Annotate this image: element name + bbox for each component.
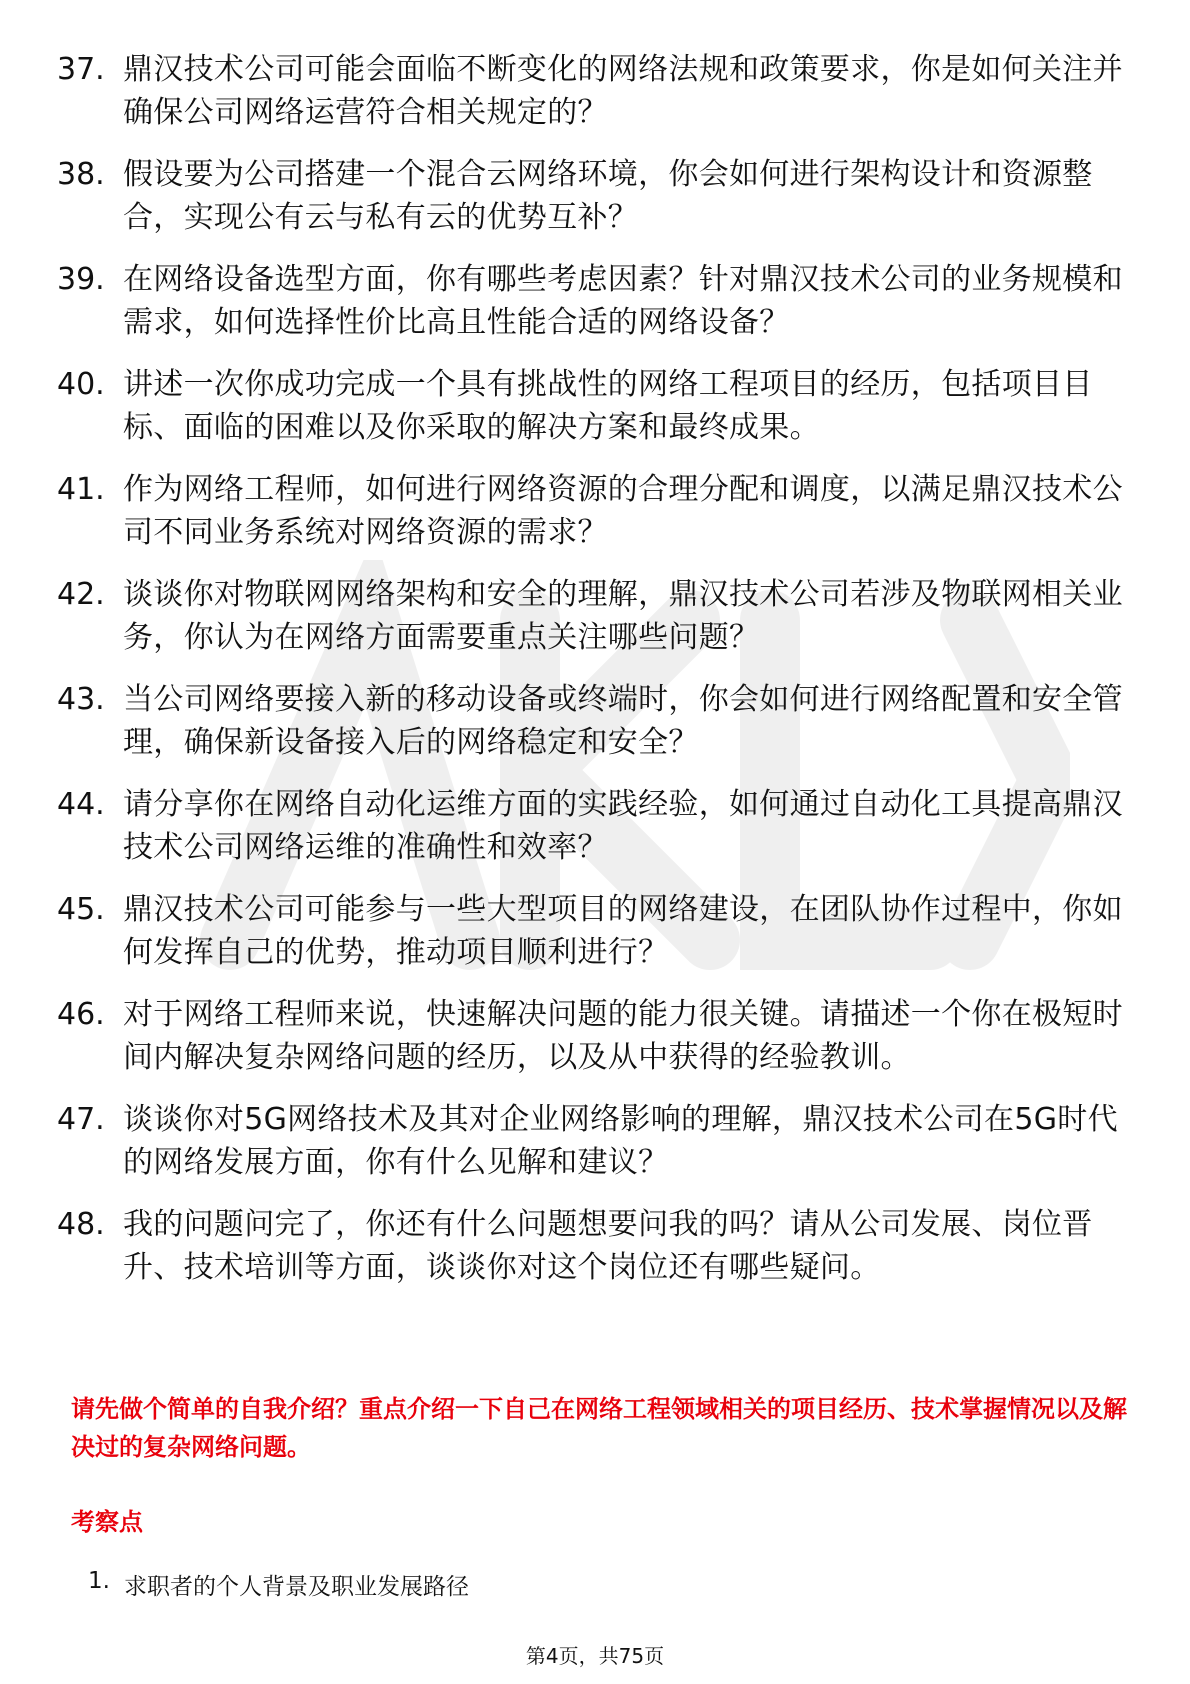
question-number: 45. (57, 892, 105, 927)
highlight-question: 请先做个简单的自我介绍？重点介绍一下自己在网络工程领域相关的项目经历、技术掌握情况以及解决过的复杂网络问题。 (71, 1395, 1127, 1461)
question-number: 38. (57, 157, 105, 192)
question-text: 讲述一次你成功完成一个具有挑战性的网络工程项目的经历，包括项目目标、面临的困难以及你采取的解决方案和最终成果。 (123, 367, 1093, 445)
list-item (57, 48, 1137, 134)
list-item (57, 363, 1137, 449)
list-item (57, 678, 1137, 764)
question-number: 48. (57, 1207, 105, 1242)
list-item (57, 1203, 1137, 1289)
list-item (57, 258, 1137, 344)
question-text: 请分享你在网络自动化运维方面的实践经验，如何通过自动化工具提高鼎汉技术公司网络运维的准确性和效率？ (123, 787, 1123, 865)
question-number: 41. (57, 472, 105, 507)
question-number: 40. (57, 367, 105, 402)
list-item (57, 1098, 1137, 1184)
question-text: 谈谈你对物联网网络架构和安全的理解，鼎汉技术公司若涉及物联网相关业务，你认为在网络方面需要重点关注哪些问题？ (123, 577, 1123, 655)
question-number: 37. (57, 52, 105, 87)
list-item (57, 783, 1137, 869)
question-text: 鼎汉技术公司可能参与一些大型项目的网络建设，在团队协作过程中，你如何发挥自己的优势，推动项目顺利进行？ (123, 892, 1123, 970)
question-number: 39. (57, 262, 105, 297)
list-item (57, 153, 1137, 239)
question-number: 42. (57, 577, 105, 612)
question-number: 44. (57, 787, 105, 822)
question-text: 假设要为公司搭建一个混合云网络环境，你会如何进行架构设计和资源整合，实现公有云与私有云的优势互补？ (123, 157, 1093, 235)
question-text: 在网络设备选型方面，你有哪些考虑因素？针对鼎汉技术公司的业务规模和需求，如何选择性价比高且性能合适的网络设备？ (123, 262, 1123, 340)
point-text: 求职者的个人背景及职业发展路径 (124, 1574, 469, 1600)
list-item (57, 468, 1137, 554)
section-heading: 考察点 (71, 1508, 143, 1536)
question-text: 鼎汉技术公司可能会面临不断变化的网络法规和政策要求，你是如何关注并确保公司网络运营符合相关规定的？ (123, 52, 1123, 130)
question-text: 当公司网络要接入新的移动设备或终端时，你会如何进行网络配置和安全管理，确保新设备接入后的网络稳定和安全？ (123, 682, 1123, 760)
evaluation-point (88, 1568, 469, 1601)
question-number: 43. (57, 682, 105, 717)
question-number: 47. (57, 1102, 105, 1137)
question-text: 作为网络工程师，如何进行网络资源的合理分配和调度，以满足鼎汉技术公司不同业务系统对网络资源的需求？ (123, 472, 1123, 550)
list-item (57, 573, 1137, 659)
page-footer: 第4页，共75页 (525, 1644, 665, 1668)
question-text: 我的问题问完了，你还有什么问题想要问我的吗？请从公司发展、岗位晋升、技术培训等方面，谈谈你对这个岗位还有哪些疑问。 (123, 1207, 1093, 1285)
question-list (57, 48, 1137, 1308)
list-item (57, 888, 1137, 974)
point-number: 1. (88, 1568, 110, 1594)
question-text: 对于网络工程师来说，快速解决问题的能力很关键。请描述一个你在极短时间内解决复杂网络问题的经历，以及从中获得的经验教训。 (123, 997, 1123, 1075)
list-item (57, 993, 1137, 1079)
question-text: 谈谈你对5G网络技术及其对企业网络影响的理解，鼎汉技术公司在5G时代的网络发展方面，你有什么见解和建议？ (123, 1102, 1118, 1180)
question-number: 46. (57, 997, 105, 1032)
